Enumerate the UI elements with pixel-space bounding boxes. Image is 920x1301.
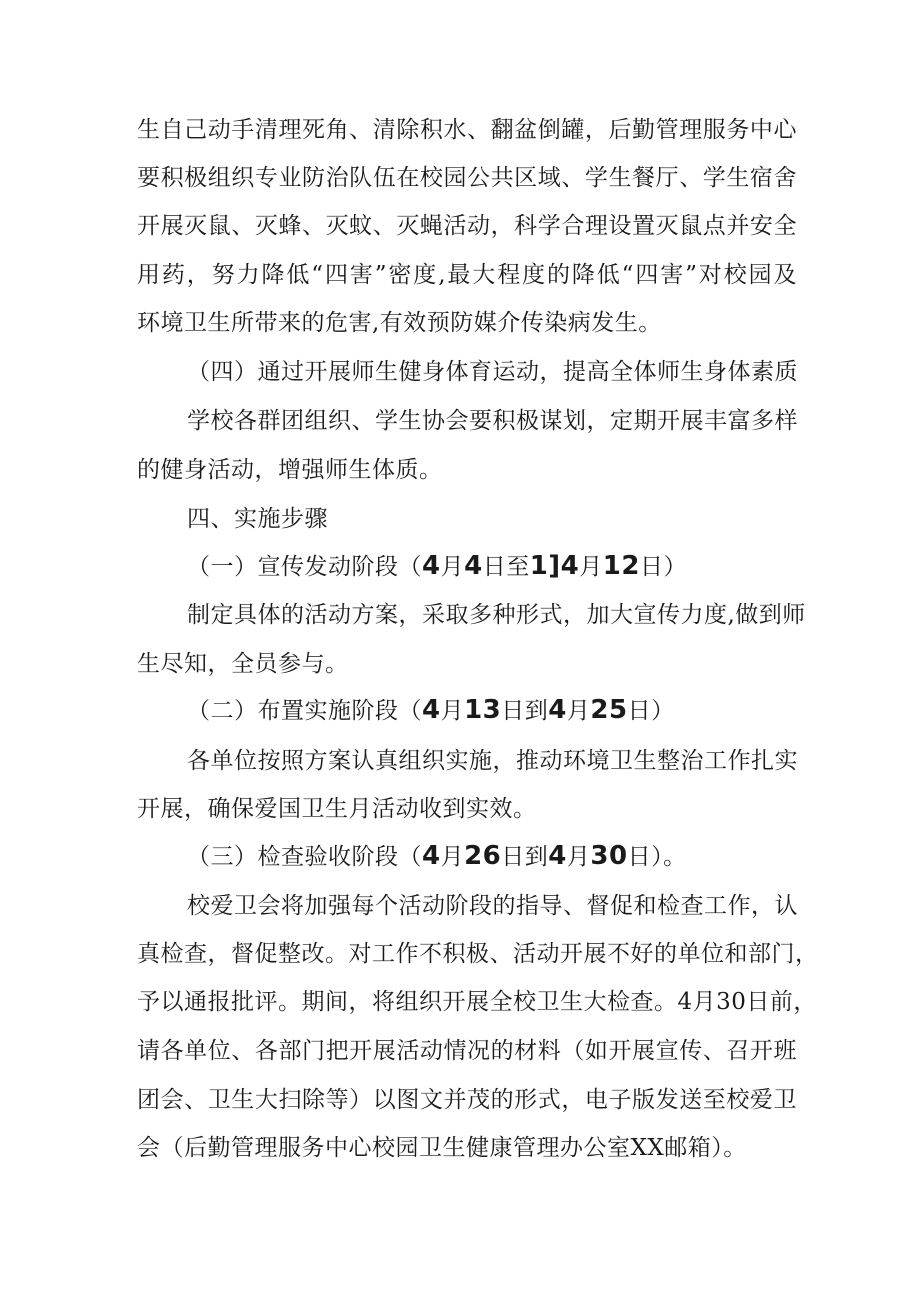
paragraph-line: 团会、卫生大扫除等）以图文并茂的形式，电子版发送至校爱卫 (137, 1087, 797, 1113)
step-3-text: 月 (566, 844, 591, 870)
step-2-end-month: 4 (548, 695, 567, 725)
step-3-label: （三）检查验收阶段（ (187, 844, 422, 870)
step-1-start-month: 4 (422, 551, 441, 581)
step-2-text: 月 (440, 698, 465, 724)
step-3-heading (187, 841, 797, 872)
paragraph-line: 真检查，督促整改。对工作不积极、活动开展不好的单位和部门， (137, 941, 819, 967)
step-3-start-month: 4 (422, 841, 441, 871)
step-3-text: 日到 (501, 844, 549, 870)
paragraph-line: 会（后勤管理服务中心校园卫生健康管理办公室XX邮箱）。 (137, 1135, 747, 1161)
step-1-end-month: 4 (560, 551, 580, 581)
step-1-text: 日） (639, 554, 687, 580)
step-1-text: 月 (440, 554, 465, 580)
paragraph-line: 各单位按照方案认真组织实施，推动环境卫生整治工作扎实 (187, 748, 798, 774)
paragraph-line: 予以通报批评。期间，将组织开展全校卫生大检查。4月30日前， (137, 989, 817, 1015)
step-1-mid: 1] (529, 551, 561, 581)
step-1-end-day: 12 (602, 551, 640, 581)
paragraph-line: 校爱卫会将加强每个活动阶段的指导、督促和检查工作，认 (187, 893, 798, 919)
step-1-heading (187, 551, 797, 582)
step-3-text: 日）。 (627, 844, 687, 870)
step-1-text: 月 (579, 554, 603, 580)
paragraph-line: 的健身活动，增强师生体质。 (137, 457, 443, 483)
subheading-4: （四）通过开展师生健身体育运动，提高全体师生身体素质 (187, 359, 798, 385)
step-3-end-day: 30 (590, 841, 628, 871)
step-1-label: （一）宣传发动阶段（ (187, 554, 422, 580)
paragraph-line: 请各单位、各部门把开展活动情况的材料（如开展宣传、召开班 (137, 1038, 797, 1064)
paragraph-line: 要积极组织专业防治队伍在校园公共区域、学生餐厅、学生宿舍 (137, 165, 797, 191)
paragraph-line: 生自己动手清理死角、清除积水、翻盆倒罐，后勤管理服务中心 (137, 117, 797, 143)
step-3-end-month: 4 (548, 841, 567, 871)
step-2-heading (187, 695, 797, 726)
step-2-end-day: 25 (590, 695, 628, 725)
step-3-start-day: 26 (464, 841, 502, 871)
step-2-text: 日到 (501, 698, 549, 724)
step-2-label: （二）布置实施阶段（ (187, 698, 422, 724)
step-2-text: 日） (627, 698, 675, 724)
step-2-start-month: 4 (422, 695, 441, 725)
paragraph-line: 制定具体的活动方案，采取多种形式，加大宣传力度,做到师 (187, 602, 806, 628)
step-3-text: 月 (440, 844, 465, 870)
paragraph-line: 用药，努力降低“四害”密度,最大程度的降低“四害”对校园及 (137, 262, 797, 288)
paragraph-line: 开展，确保爱国卫生月活动收到实效。 (137, 796, 537, 822)
paragraph-line: 开展灭鼠、灭蜂、灭蚊、灭蝇活动，科学合理设置灭鼠点并安全 (137, 213, 797, 239)
paragraph-line: 环境卫生所带来的危害,有效预防媒介传染病发生。 (137, 310, 662, 336)
step-2-text: 月 (566, 698, 591, 724)
step-1-text: 日至 (482, 554, 530, 580)
section-title: 四、实施步骤 (187, 506, 328, 532)
step-2-start-day: 13 (464, 695, 502, 725)
paragraph-line: 生尽知，全员参与。 (137, 651, 349, 677)
step-1-start-day: 4 (464, 551, 483, 581)
paragraph-line: 学校各群团组织、学生协会要积极谋划，定期开展丰富多样 (187, 408, 798, 434)
